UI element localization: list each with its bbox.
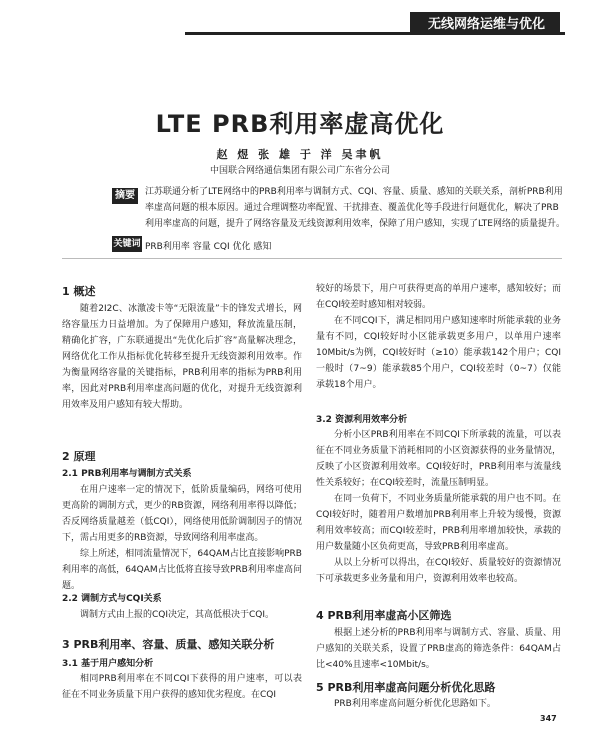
section-2-heading: 2 原理: [62, 450, 96, 463]
keywords-tag: 关键词: [112, 236, 142, 252]
abstract-text: 江苏联通分析了LTE网络中的PRB利用率与调制方式、CQI、容量、质量、感知的关联关系，剖析PRB利用率虚高问题的根本原因。通过合理调整功率配置、干扰排查、覆盖优化等手段进行问题优化，解决了PRB利用率虚高的问题，提升了网络容量及无线资源利用效率，保障了用户感知，实现了LTE网络的质量提升。: [145, 187, 565, 229]
article-title: LTE PRB利用率虚高优化: [155, 110, 445, 138]
section-3-2-heading: 3.2 资源利用效率分析: [316, 415, 408, 425]
section-5-heading: 5 PRB利用率虚高问题分析优化思路: [316, 681, 496, 694]
section-4-heading: 4 PRB利用率虚高小区筛选: [316, 609, 452, 622]
affiliation: 中国联合网络通信集团有限公司广东省分公司: [209, 166, 390, 176]
section-3-2-body: [316, 427, 561, 587]
section-3-1-heading: 3.1 基于用户感知分析: [62, 659, 154, 669]
section-1-heading: 1 概述: [62, 285, 96, 298]
journal-section-title: 无线网络运维与优化: [428, 17, 546, 32]
section-2-1-paragraph-1: 在用户速率一定的情况下，低阶质量编码，网络可使用更高阶的调制方式，更少的RB资源，网络利用率得以降低；否反网络质量越差（低CQI），网络使用低阶调制因子的情况下，需占用更多的RB资源，导致网络利用率虚高。: [62, 485, 302, 543]
keywords-text: PRB利用率 容量 CQI 优化 感知: [145, 242, 272, 252]
section-5-paragraph: PRB利用率虚高问题分析优化思路如下。: [334, 699, 496, 709]
section-3-heading: 3 PRB利用率、容量、质量、感知关联分析: [62, 638, 275, 651]
section-2-2-paragraph: 调制方式由上报的CQI决定，其高低根决于CQI。: [80, 610, 275, 620]
right-col-intro: [316, 281, 561, 393]
page-header: [0, 0, 600, 44]
section-3-2-paragraph-3: 从以上分析可以得出，在CQI较好、质量较好的资源情况下可承载更多业务量和用户，资源利用效率也较高。: [316, 558, 561, 584]
separator-rule: [62, 258, 562, 259]
section-3-1-paragraph: 相同PRB利用率在不同CQI下获得的用户速率，可以表征在不同业务质量下用户获得的感知优劣程度。在CQI: [62, 674, 302, 700]
abstract-tag: 摘要: [112, 188, 138, 204]
section-1-paragraph: 随着2I2C、冰激凌卡等“无限流量”卡的锋发式增长，网络容量压力日益增加。为了保障用户感知，释放流量压制，精确化扩容，广东联通提出“先优化后扩容”高量解决理念，网络优化工作从指标优化转移至提升无线资源利用效率。作为衡量网络容量的关键指标，PRB利用率的指标为PRB利用率，因此对PRB利用率虚高问题的优化，对提升无线资源利用效率及用户感知有较大帮助。: [62, 304, 302, 410]
section-3-1-body: [62, 671, 302, 703]
authors: 赵 煜 张 雄 于 洋 吴聿帆: [216, 148, 384, 161]
section-2-2-heading: 2.2 调制方式与CQI关系: [62, 594, 162, 604]
section-2-1-body: [62, 482, 302, 594]
section-3-2-paragraph-2: 在同一负荷下，不同业务质量所能承载的用户也不同。在CQI较好时，随着用户数增加PRB利用率上升较为缓慢，资源利用效率较高；而CQI较差时，PRB利用率增加较快，承载的用户数量随小区负荷更高，导致PRB利用率虚高。: [316, 494, 561, 552]
section-2-1-heading: 2.1 PRB利用率与调制方式关系: [62, 469, 192, 479]
right-paragraph-1: 较好的场景下，用户可获得更高的单用户速率，感知较好；而在CQI较差时感知相对较弱。: [316, 284, 561, 310]
section-2-2-body: [62, 607, 302, 623]
section-1-body: [62, 301, 302, 413]
section-4-body: [316, 625, 561, 673]
section-2-1-paragraph-2: 综上所述，相同流量情况下，64QAM占比直接影响PRB利用率的高低，64QAM占比低将直接导致PRB利用率虚高问题。: [62, 549, 302, 591]
right-paragraph-2: 在不同CQI下，满足相同用户感知速率时所能承载的业务量有不同，CQI较好时小区能承载更多用户，以单用户速率10Mbit/s为例，CQI较好时（≥10）能承载142个用户；CQI一般时（7~9）能承载85个用户，CQI较差时（0~7）仅能承载18个用户。: [316, 316, 561, 390]
page-number: 347: [540, 714, 557, 723]
section-4-paragraph: 根据上述分析的PRB利用率与调制方式、容量、质量、用户感知的关联关系，设置了PRB虚高的筛选条件：64QAM占比<40%且速率<10Mbit/s。: [316, 628, 561, 670]
section-5-body: [316, 696, 561, 712]
section-3-2-paragraph-1: 分析小区PRB利用率在不同CQI下所承载的流量，可以表征在不同业务质量下消耗相同的小区资源获得的业务量情况，反映了小区资源利用效率。CQI较好时，PRB利用率与流量线性关系较好；在CQI较差时，流量压制明显。: [316, 430, 561, 488]
